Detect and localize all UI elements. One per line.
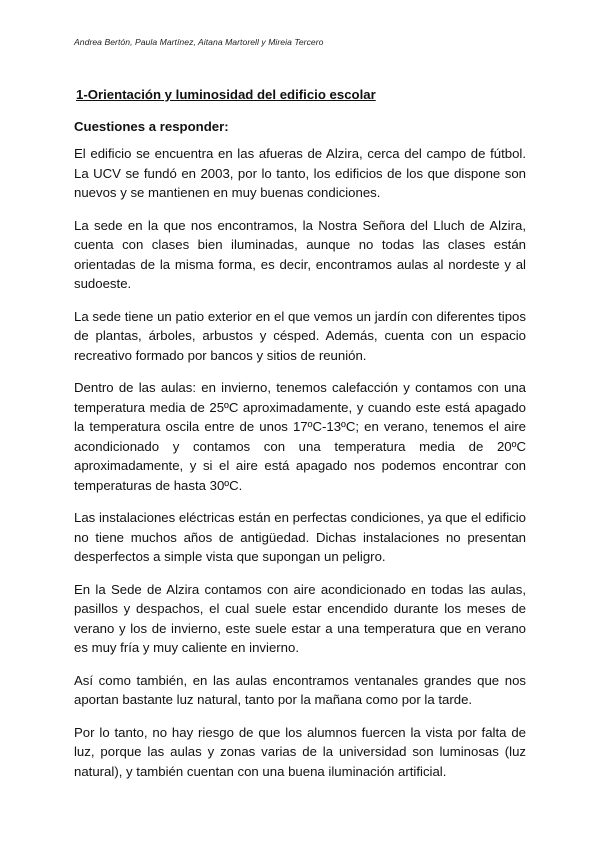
subheading: Cuestiones a responder: (74, 119, 229, 134)
paragraph: Dentro de las aulas: en invierno, tenemos calefacción y contamos con una temperatura media de 25ºC aproximadamente, y cuando este está apagado la temperatura oscila entre de unos 17ºC-13ºC; en verano, tenemos el aire acondicionado y contamos con una temperatura media de 20ºC aproximadamente, y si el aire está apagado nos podemos encontrar con temperaturas de hasta 30ºC. (74, 380, 526, 493)
paragraph: Así como también, en las aulas encontramos ventanales grandes que nos aportan bastante luz natural, tanto por la mañana como por la tarde. (74, 672, 526, 707)
paragraph: La sede tiene un patio exterior en el que vemos un jardín con diferentes tipos de plantas, árboles, arbustos y césped. Además, cuenta con un espacio recreativo formado por bancos y sitios de reunión. (74, 308, 526, 363)
section-title: 1-Orientación y luminosidad del edificio escolar (76, 87, 376, 102)
paragraph: Las instalaciones eléctricas están en perfectas condiciones, ya que el edificio no tiene muchos años de antigüedad. Dichas instalaciones no presentan desperfectos a simple vista que supongan un peligro. (74, 510, 526, 564)
paragraph: En la Sede de Alzira contamos con aire acondicionado en todas las aulas, pasillos y despachos, el cual suele estar encendido durante los meses de verano y los de invierno, este suele estar a una temperatura que en verano es muy fría y muy caliente en invierno. (74, 581, 526, 655)
page-header-authors: Andrea Bertón, Paula Martínez, Aitana Martorell y Mireia Tercero (74, 37, 324, 47)
document-body (74, 80, 526, 781)
paragraph: Por lo tanto, no hay riesgo de que los alumnos fuercen la vista por falta de luz, porque las aulas y zonas varias de la universidad son luminosas (luz natural), y también cuentan con una buena iluminación artificial. (74, 724, 526, 779)
paragraph: La sede en la que nos encontramos, la Nostra Señora del Lluch de Alzira, cuenta con clases bien iluminadas, aunque no todas las clases están orientadas de la misma forma, es decir, encontramos aulas al nordeste y al sudoeste. (74, 217, 526, 291)
paragraph: El edificio se encuentra en las afueras de Alzira, cerca del campo de fútbol. La UCV se fundó en 2003, por lo tanto, los edificios de los que dispone son nuevos y se mantienen en muy buenas condiciones. (74, 146, 526, 200)
